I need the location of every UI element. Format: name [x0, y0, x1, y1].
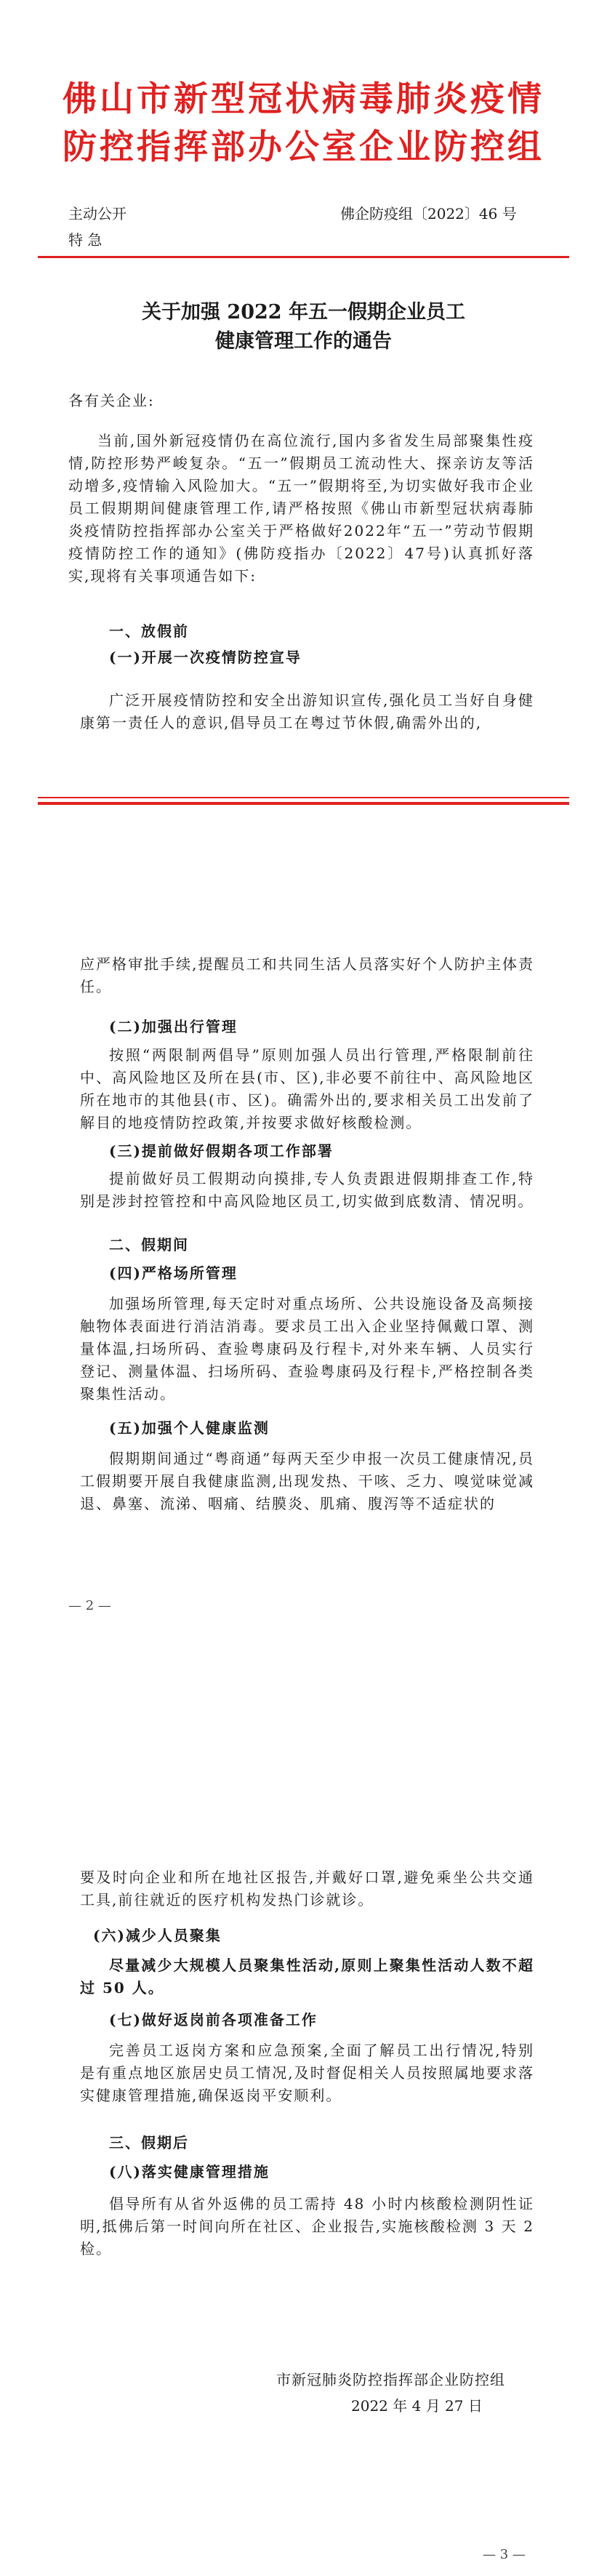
subsection-heading-2: (二)加强出行管理	[109, 1018, 238, 1035]
header-divider	[38, 256, 569, 258]
page-separator-top-rule	[38, 797, 569, 798]
signature-date: 2022 年 4 月 27 日	[351, 2397, 483, 2415]
header-title-line1: 佛山市新型冠状病毒肺炎疫情	[63, 79, 544, 119]
page2-continuation: 应严格审批手续,提醒员工和共同生活人员落实好个人防护主体责任。	[80, 955, 534, 995]
subsection-7-text: 完善员工返岗方案和应急预案,全面了解员工出行情况,特别是有重点地区旅居史员工情况,及时督促相关人员按照属地要求落实健康管理措施,确保返岗平安顺利。	[80, 2042, 534, 2104]
subsection-1-text: 广泛开展疫情防控和安全出游知识宣传,强化员工当好自身健康第一责任人的意识,倡导员工在粤过节休假,确需外出的,	[80, 691, 534, 731]
document-number: 佛企防疫组〔2022〕46 号	[340, 205, 517, 222]
disclosure-label: 主动公开	[68, 205, 126, 222]
subsection-heading-8: (八)落实健康管理措施	[109, 2163, 270, 2180]
section-heading-during-holiday: 二、假期间	[109, 1236, 189, 1253]
salutation: 各有关企业:	[68, 392, 155, 409]
subsection-heading-7: (七)做好返岗前各项准备工作	[109, 2011, 318, 2029]
urgency-label: 特 急	[68, 231, 102, 249]
page-number-2: — 2 —	[68, 1598, 111, 1613]
signature-organization: 市新冠肺炎防控指挥部企业防控组	[276, 2371, 505, 2388]
section-heading-before-holiday: 一、放假前	[109, 622, 189, 640]
subsection-5-text: 假期期间通过“粤商通”每两天至少申报一次员工健康情况,员工假期要开展自我健康监测,出现发热、干咳、乏力、嗅觉味觉减退、鼻塞、流涕、咽痛、结膜炎、肌痛、腹泻等不适症状的	[80, 1450, 534, 1512]
subsection-heading-4: (四)严格场所管理	[109, 1264, 238, 1282]
page-separator-bottom-rule	[38, 802, 569, 805]
section-heading-after-holiday: 三、假期后	[109, 2134, 189, 2151]
intro-paragraph: 当前,国外新冠疫情仍在高位流行,国内多省发生局部聚集性疫情,防控形势严峻复杂。“五一”假期员工流动性大、探亲访友等活动增多,疫情输入风险加大。“五一”假期将至,为切实做好我市企业员工假期期间健康管理工作,请严格按照《佛山市新型冠状病毒肺炎疫情防控指挥部办公室关于严格做好2022年“五一”劳动节假期疫情防控工作的通知》(佛防疫指办〔2022〕47号)认真抓好落实,现将有关事项通告如下:	[68, 432, 534, 585]
page3-continuation: 要及时向企业和所在地社区报告,并戴好口罩,避免乘坐公共交通工具,前往就近的医疗机构发热门诊就诊。	[80, 1869, 534, 1909]
header-title-line2: 防控指挥部办公室企业防控组	[63, 127, 544, 167]
subsection-4-text: 加强场所管理,每天定时对重点场所、公共设施设备及高频接触物体表面进行消洁消毒。要求员工出入企业坚持佩戴口罩、测量体温,扫场所码、查验粤康码及行程卡,对外来车辆、人员实行登记、测量体温、扫场所码、查验粤康码及行程卡,严格控制各类聚集性活动。	[80, 1295, 534, 1403]
page-number-3: — 3 —	[483, 2547, 526, 2562]
subsection-8-text: 倡导所有从省外返佛的员工需持 48 小时内核酸检测阴性证明,抵佛后第一时间向所在社区、企业报告,实施核酸检测 3 天 2 检。	[80, 2195, 534, 2258]
subsection-heading-3: (三)提前做好假期各项工作部署	[109, 1142, 334, 1160]
subsection-2-text: 按照“两限制两倡导”原则加强人员出行管理,严格限制前往中、高风险地区及所在县(市、区),非必要不前往中、高风险地区所在地市的其他县(市、区)。确需外出的,要求相关员工出发前了解目的地疫情防控政策,并按要求做好核酸检测。	[80, 1046, 534, 1131]
subsection-3-text: 提前做好员工假期动向摸排,专人负责跟进假期排查工作,特别是涉封控管控和中高风险地区员工,切实做到底数清、情况明。	[80, 1170, 534, 1210]
subsection-heading-1: (一)开展一次疫情防控宣导	[109, 649, 302, 666]
subsection-heading-5: (五)加强个人健康监测	[109, 1419, 270, 1437]
subsection-heading-6: (六)减少人员聚集	[93, 1927, 222, 1944]
document-title-line2: 健康管理工作的通告	[215, 330, 392, 353]
document-title-line1: 关于加强 2022 年五一假期企业员工	[142, 301, 465, 324]
subsection-6-text: 尽量减少大规模人员聚集性活动,原则上聚集性活动人数不超过 50 人。	[80, 1957, 534, 1997]
